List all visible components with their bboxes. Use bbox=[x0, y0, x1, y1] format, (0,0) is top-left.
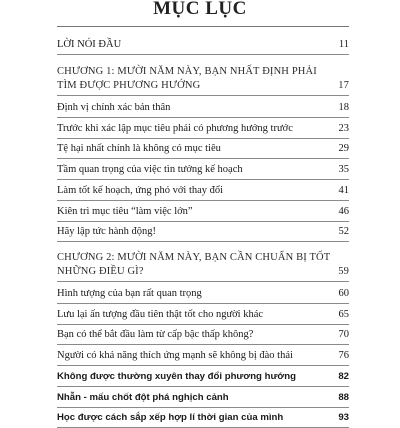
page-number: 59 bbox=[338, 266, 349, 277]
chapter-title-line-2: TÌM ĐƯỢC PHƯƠNG HƯỚNG bbox=[57, 80, 201, 91]
toc-entry bbox=[57, 184, 349, 198]
entry-title: Làm tốt kế hoạch, ứng phó với thay đổi bbox=[57, 185, 224, 196]
toc-entry bbox=[57, 142, 349, 156]
chapter-title-line-1: CHƯƠNG 2: MƯỜI NĂM NÀY, BẠN CẦN CHUẨN BỊ TỐT bbox=[57, 252, 331, 263]
entry-divider bbox=[57, 138, 349, 139]
chapter-title-line-2: NHỮNG ĐIỀU GÌ? bbox=[57, 266, 144, 277]
page-number: 88 bbox=[338, 392, 349, 403]
chapter-title-line-1: CHƯƠNG 1: MƯỜI NĂM NÀY, BẠN NHẤT ĐỊNH PHẢI bbox=[57, 66, 317, 77]
entry-title: Bạn có thể bắt đầu làm từ cấp bậc thấp không? bbox=[57, 329, 254, 340]
entry-divider bbox=[57, 303, 349, 304]
page-number: 65 bbox=[338, 309, 349, 320]
entry-title: Nhẫn - mấu chốt đột phá nghịch cảnh bbox=[57, 392, 229, 403]
page-number: 60 bbox=[338, 288, 349, 299]
page-number: 11 bbox=[338, 39, 349, 50]
entry-divider bbox=[57, 179, 349, 180]
page-number: 93 bbox=[338, 412, 349, 423]
toc-entry bbox=[57, 205, 349, 219]
entry-title: Trước khi xác lập mục tiêu phải có phương hướng trước bbox=[57, 123, 293, 134]
page-number: 23 bbox=[338, 123, 349, 134]
page-number: 29 bbox=[338, 143, 349, 154]
entry-title: Kiên trì mục tiêu “làm việc lớn” bbox=[57, 206, 193, 217]
page-number: 70 bbox=[338, 329, 349, 340]
toc-entry bbox=[57, 101, 349, 115]
entry-title: LỜI NÓI ĐẦU bbox=[57, 39, 122, 50]
entry-title: Người có khả năng thích ứng mạnh sẽ không bị đào thải bbox=[57, 350, 293, 361]
page-number: 35 bbox=[338, 164, 349, 175]
entry-title: Học được cách sắp xếp hợp lí thời gian của mình bbox=[57, 412, 284, 423]
entry-divider bbox=[57, 386, 349, 387]
page-number: 76 bbox=[338, 350, 349, 361]
entry-divider bbox=[57, 241, 349, 242]
page-number: 41 bbox=[338, 185, 349, 196]
entry-title: Tệ hại nhất chính là không có mục tiêu bbox=[57, 143, 221, 154]
entry-divider bbox=[57, 200, 349, 201]
toc-chapter-heading bbox=[57, 251, 349, 279]
toc-entry bbox=[57, 122, 349, 136]
entry-divider bbox=[57, 407, 349, 408]
entry-title: Lưu lại ấn tượng đầu tiên thật tốt cho người khác bbox=[57, 309, 264, 320]
entry-title: Hình tượng của bạn rất quan trọng bbox=[57, 288, 202, 299]
page-number: 17 bbox=[338, 80, 349, 91]
toc-entry bbox=[57, 287, 349, 301]
entry-divider bbox=[57, 281, 349, 282]
entry-title: Tầm quan trọng của việc tìn tưởng kế hoạch bbox=[57, 164, 243, 175]
entry-divider bbox=[57, 95, 349, 96]
entry-divider bbox=[57, 221, 349, 222]
toc-entry bbox=[57, 38, 349, 52]
toc-entry bbox=[57, 370, 349, 384]
page-number: 18 bbox=[338, 102, 349, 113]
entry-divider bbox=[57, 117, 349, 118]
entry-title: Định vị chính xác bản thân bbox=[57, 102, 171, 113]
entry-divider bbox=[57, 344, 349, 345]
entry-divider bbox=[57, 324, 349, 325]
page-number: 82 bbox=[338, 371, 349, 382]
page-number: 52 bbox=[338, 226, 349, 237]
entry-divider bbox=[57, 54, 349, 55]
entry-title: Không được thường xuyên thay đổi phương hướng bbox=[57, 371, 296, 382]
toc-entry bbox=[57, 411, 349, 425]
toc-entry bbox=[57, 391, 349, 405]
title-divider bbox=[57, 26, 349, 27]
page-number: 46 bbox=[338, 206, 349, 217]
toc-chapter-heading bbox=[57, 65, 349, 93]
toc-entry bbox=[57, 328, 349, 342]
toc-entry bbox=[57, 225, 349, 239]
entry-divider bbox=[57, 158, 349, 159]
entry-title: Hãy lập tức hành động! bbox=[57, 226, 156, 237]
page-title: MỤC LỤC bbox=[153, 0, 247, 19]
toc-entry bbox=[57, 349, 349, 363]
entry-divider bbox=[57, 365, 349, 366]
toc-entry bbox=[57, 163, 349, 177]
toc-entry bbox=[57, 308, 349, 322]
